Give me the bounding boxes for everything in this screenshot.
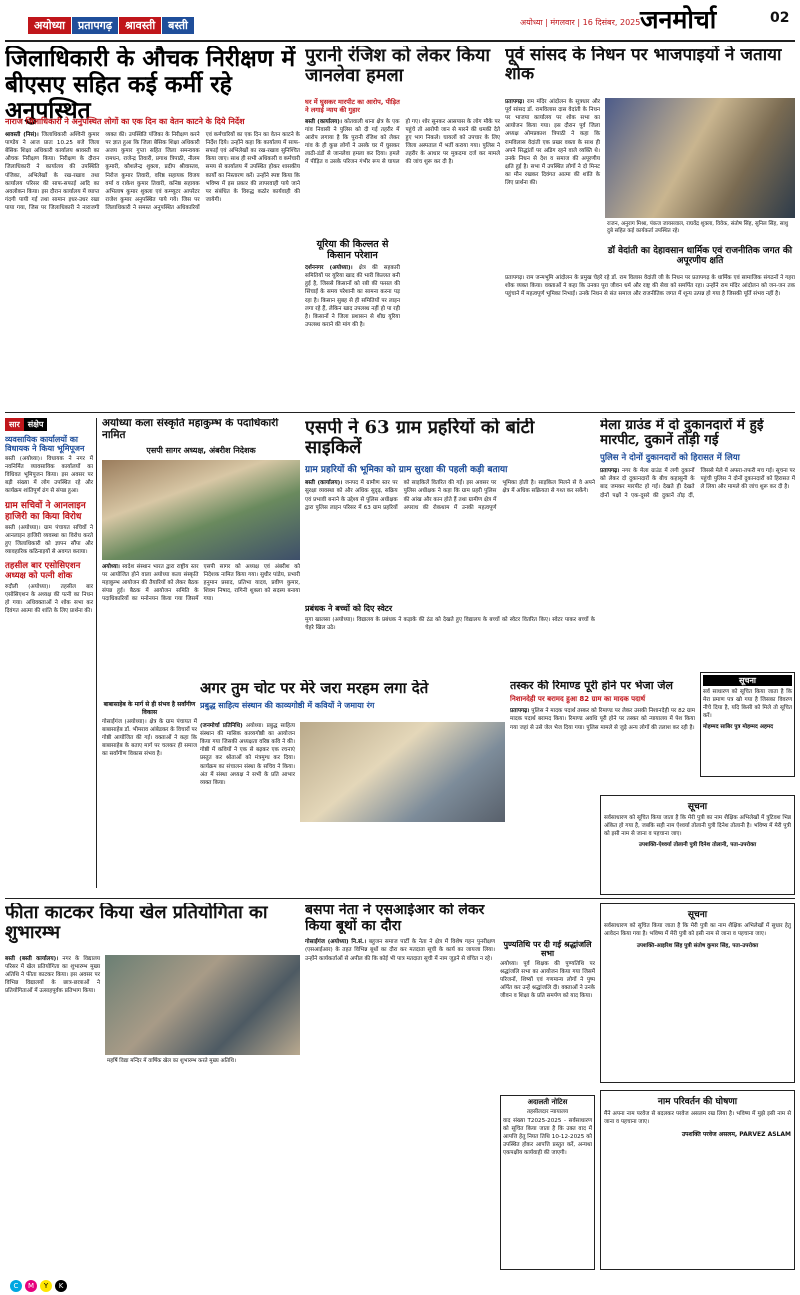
notice-3-signature: उपशक्ति-आइरिश सिंह पुत्री संतोष कुमार सिंह, पता-उपरोक्त bbox=[636, 943, 759, 950]
court-notice-body: वाद संख्या T2025-2025 - सर्वसाधारण को सूचित किया जाता है कि उक्त वाद में आपत्ति हेतु नियत तिथि 10-12-2025 को उपस्थित होकर आपत्ति प्रस्तुत करें, अन्यथा एकपक्षीय कार्यवाही की जाएगी। bbox=[503, 1118, 592, 1157]
story-kumbh-dateline: अयोध्या। bbox=[102, 563, 120, 570]
story-sp-cycles bbox=[305, 418, 595, 678]
story-bsp-headline: बसपा नेता ने एसआईआर को लेकर किया बूथों का दौरा bbox=[305, 903, 485, 934]
story-bsp bbox=[305, 903, 495, 1273]
story-sp-subhead: ग्राम प्रहरियों की भूमिका को ग्राम सुरक्षा की पहली कड़ी बताया bbox=[305, 465, 508, 476]
edition-tag-pratapgarh[interactable]: प्रतापगढ़ bbox=[72, 17, 118, 34]
story-kavigoshthi bbox=[200, 680, 505, 890]
notice-suchna-1 bbox=[700, 672, 795, 777]
edition-tags bbox=[28, 14, 195, 34]
story-jail bbox=[510, 680, 695, 790]
story-ranjish-headline: पुरानी रंजिश को लेकर किया जानलेवा हमला bbox=[305, 46, 491, 87]
sidebar-tab-saar: सार bbox=[5, 418, 24, 431]
story-sweater-body: मुगा खालसा (अयोध्या)। विद्यालय के प्रबंधक ने कड़ाके की ठंड को देखते हुए विद्यालय के बच्चों को स्वेटर वितरित किए। स्वेटर पाकर बच्चों के चेहरे खिल उठे। bbox=[305, 617, 595, 632]
story-dm-subhead: नाराज जिलाधिकारी ने अनुपस्थित लोगों का एक दिन का वेतन काटने के दिये निर्देश bbox=[5, 117, 245, 126]
story-shraddhanjali-body: अयोध्या। पूर्व शिक्षक की पुण्यतिथि पर श्रद्धांजलि सभा का आयोजन किया गया जिसमें परिजनों, शिष्यों एवं गणमान्य लोगों ने पुष्प अर्पित कर उन्हें श्रद्धांजलि दी। वक्ताओं ने उनके जीवन व शिक्षा के प्रति समर्पण को याद किया। bbox=[500, 960, 595, 1000]
sidebar-item bbox=[5, 435, 93, 495]
story-ranjish bbox=[305, 46, 500, 408]
story-jail-body bbox=[510, 707, 695, 731]
story-mela bbox=[600, 418, 795, 668]
story-ranjish-text: कोतवाली थाना क्षेत्र के एक गांव निवासी ने पुलिस को दी गई तहरीर में आरोप लगाया है कि पुरानी रंजिश को लेकर गांव के ही कुछ लोगों ने उसके घर में घुसकर लाठी-डंडों से जानलेवा हमला कर दिया। हमले में पीड़ित व उसके परिजन गंभीर रूप से घायल हो गए। शोर सुनकर आसपास के लोग मौके पर पहुंचे तो आरोपी जान से मारने की धमकी देते हुए भाग निकले। घायलों को उपचार के लिए जिला अस्पताल में भर्ती कराया गया। पुलिस ने तहरीर के आधार पर मुकदमा दर्ज कर मामले की जांच शुरू कर दी है। bbox=[305, 118, 500, 166]
story-dm-text: जिलाधिकारी अश्विनी कुमार पाण्डेय ने आज प्रातः 10.25 बजे जिला बेसिक शिक्षा अधिकारी कार्यालय श्रावस्ती का औचक निरीक्षण किया। निरीक्षण के दौरान जिलाधिकारी ने कार्यालय की उपस्थिति पंजिका, अभिलेखों के रख-रखाव तथा कार्यालय परिसर की साफ-सफाई आदि का अवलोकन किया। इस दौरान कार्यालय में व्याप्त गंदगी पायी गई तथा सामान इधर-उधर रखा पाया गया, जिस पर जिलाधिकारी ने नाराजगी व्यक्त की। उपस्थिति पंजिका के निरीक्षण करने पर ज्ञात हुआ कि जिला बेसिक शिक्षा अधिकारी अजय कुमार गुप्ता सहित जिला समन्वयक रामधन, राजेन्द्र तिवारी, प्रगाथ त्रिपाठी, नीलम कुमारी, कौशलेन्द्र शुक्ला, प्रदीप श्रीवास्तव, निरोज कुमार तिवारी, वरिष्ठ सहायक विजय वर्मा व राकेश कुमार तिवारी, कनिष्ठ सहायक अभिलाष कुमार शुक्ला एवं कम्प्यूटर आपरेटर राजेश कुमार अनुपस्थित पाये गये। जिस पर जिलाधिकारी ने समस्त अनुपस्थित अधिकारियों एवं कर्मचारियों का एक दिन का वेतन काटने के निर्देश दिये। उन्होंने कहा कि कार्यालय में साफ-सफाई एवं अभिलेखों का रख-रखाव सुनिश्चित किया जाए। साथ ही सभी अधिकारी व कर्मचारी समय से कार्यालय में उपस्थित होकर शासकीय कार्यों का निस्तारण करें। उन्होंने स्पष्ट किया कि भविष्य में इस प्रकार की लापरवाही पाये जाने पर संबंधित के विरुद्ध कठोर कार्यवाही की जायेगी। bbox=[5, 132, 300, 211]
story-sports-body bbox=[5, 955, 100, 1265]
story-sports-headline: फीता काटकर किया खेल प्रतियोगिता का शुभारम्भ bbox=[5, 903, 268, 944]
story-mp-photo bbox=[605, 98, 795, 218]
sidebar-tabs bbox=[5, 418, 93, 431]
edition-tag-basti[interactable]: बस्ती bbox=[162, 17, 194, 34]
dateline: अयोध्या | मंगलवार | 16 दिसंबर, 2025 bbox=[520, 18, 641, 27]
story-sports bbox=[5, 903, 300, 1273]
story-urea-headline: यूरिया की किल्लत से किसान परेशान bbox=[316, 238, 389, 261]
story-kavi-subhead: प्रबुद्ध साहित्य संस्थान की काव्यगोष्ठी में कवियों ने जमाया रंग bbox=[200, 700, 375, 710]
story-jail-text: पुलिस ने मादक पदार्थ तस्कर को रिमाण्ड पर लेकर उसकी निशानदेही पर 82 ग्राम मादक पदार्थ बरामद किया। रिमाण्ड अवधि पूरी होने पर तस्कर को न्यायालय में पेश किया गया जहां से उसे जेल भेज दिया गया। पुलिस मामले से जुड़े अन्य लोगों की तलाश कर रही है। bbox=[510, 708, 695, 731]
story-mp-body bbox=[505, 98, 600, 248]
notice-name-change bbox=[600, 1090, 795, 1270]
story-kumbh-headline: अयोध्या कला संस्कृति महाकुम्भ के पदाधिकारी नामित bbox=[102, 418, 279, 441]
sidebar-item-headline: तहसील बार एसोसिएशन अध्यक्ष को पत्नी शोक bbox=[5, 561, 81, 581]
story-urea-dateline: दर्शननगर (अयोध्या)। bbox=[305, 265, 353, 272]
sidebar-item-headline: ग्राम सचिवों ने आनलाइन हाजिरी का किया विरोध bbox=[5, 501, 86, 522]
notice-4-head: नाम परिवर्तन की घोषणा bbox=[657, 1097, 738, 1107]
edition-tag-shravasti[interactable]: श्रावस्ती bbox=[119, 17, 161, 34]
notice-suchna-2 bbox=[600, 795, 795, 895]
notice-2-head: सूचना bbox=[687, 802, 708, 812]
story-mp-dateline: प्रतापगढ़। bbox=[505, 99, 525, 105]
notice-3-body: सर्वसाधारण को सूचित किया जाता है कि मेरी पुत्री का नाम शैक्षिक अभिलेखों में सुधार हेतु आवेदन किया गया है। भविष्य में मेरी पुत्री को इसी नाम से जाना व पहचाना जाए। bbox=[604, 923, 791, 938]
story-ranjish-kicker: घर में घुसकर मारपीट का आरोप, पीड़ित ने लगाई न्याय की गुहार bbox=[305, 98, 400, 115]
sidebar-item bbox=[5, 501, 93, 556]
court-notice-sub: तहसीलदार न्यायालय bbox=[526, 1109, 569, 1115]
story-jail-headline: तस्कर की रिमाण्ड पूरी होने पर भेजा जेल bbox=[510, 680, 673, 692]
story-mela-dateline: प्रतापगढ़। bbox=[600, 468, 620, 475]
story-mela-text: नगर के मेला ग्राउंड में लगी दुकानों को लेकर दो दुकानदारों के बीच कहासुनी के बाद जमकर मारपीट हो गई। देखते ही देखते दोनों पक्षों ने एक-दूसरे की दुकानें तोड़ दीं, जिससे मेले में अफरा-तफरी मच गई। सूचना पर पहुंची पुलिस ने दोनों दुकानदारों को हिरासत में ले लिया और मामले की जांच शुरू कर दी है। bbox=[600, 468, 795, 499]
story-sports-photo bbox=[105, 955, 300, 1055]
story-babasaheb-body: गोसाईंगंज (अयोध्या)। क्षेत्र के ग्राम पंचायत में बाबासाहेब डॉ. भीमराव आंबेडकर के विचारों पर गोष्ठी आयोजित की गई। वक्ताओं ने कहा कि बाबासाहेब के बताए मार्ग पर चलकर ही समाज का सर्वांगीण विकास संभव है। bbox=[102, 719, 197, 758]
masthead-rule bbox=[5, 40, 795, 42]
story-mp-subbody: प्रतापगढ़। राम जन्मभूमि आंदोलन के प्रमुख चेहरे रहे डॉ. राम विलास वेदांती जी के निधन पर प्रतापगढ़ के धार्मिक एवं सामाजिक संगठनों ने गहरा शोक व्यक्त किया। वक्ताओं ने कहा कि उनका पूरा जीवन धर्म और राष्ट्र की सेवा को समर्पित रहा। उन्होंने राम मंदिर आंदोलन को जन-जन तक पहुंचाने में महत्वपूर्ण भूमिका निभाई। उनके निधन से संत समाज और राजनीतिक जगत में शून्य उत्पन्न हो गया है जिसकी पूर्ति संभव नहीं है। bbox=[505, 275, 795, 298]
story-dm-inspection bbox=[5, 46, 300, 408]
sidebar-item bbox=[5, 562, 93, 615]
story-mp-photo-caption: राजन, अनुराग मिश्रा, पंकज जायसवाल, राघवेंद्र शुक्ला, विवेक, संतोष सिंह, सुनिल सिंह, साधु दुबे सहित कई कार्यकर्ता उपस्थित रहे। bbox=[607, 221, 789, 235]
story-jail-dateline: प्रतापगढ़। bbox=[510, 708, 530, 715]
story-former-mp bbox=[505, 46, 795, 408]
story-urea-text: क्षेत्र की सहकारी समितियों पर यूरिया खाद की भारी किल्लत बनी हुई है, जिससे किसानों को रबी की फसल की सिंचाई के समय परेशानी का सामना करना पड़ रहा है। किसान सुबह से ही समितियों पर लाइन लगा रहे हैं, लेकिन खाद उपलब्ध नहीं हो पा रही है। किसानों ने जिला प्रशासन से शीघ्र यूरिया उपलब्ध कराने की मांग की है। bbox=[305, 265, 400, 328]
color-swatch-m: M bbox=[25, 1280, 37, 1292]
story-sp-dateline: बस्ती (कार्यालय)। bbox=[305, 480, 343, 487]
story-mp-text: राम मंदिर आंदोलन के सूत्रधार और पूर्व सांसद डॉ. रामविलास दास वेदांती के निधन पर भाजपा कार्यालय पर शोक सभा का आयोजन किया गया। इस दौरान पूर्व जिला अध्यक्ष ओमप्रकाश त्रिपाठी ने कहा कि रामविलास वेदांती एक प्रखर वक्ता के साथ ही अपने सिद्धांतों पर अडिग रहने वाले व्यक्ति थे। उनके निधन से देश व समाज की अपूरणीय क्षति हुई है। सभा में उपस्थित लोगों ने दो मिनट का मौन रखकर दिवंगत आत्मा की शांति के लिए प्रार्थना की। bbox=[505, 99, 600, 187]
color-swatch-y: Y bbox=[40, 1280, 52, 1292]
story-bsp-text: बहुजन समाज पार्टी के नेता ने क्षेत्र में विशेष गहन पुनरीक्षण (एसआईआर) के तहत विभिन्न बूथों का दौरा कर मतदाता सूची के कार्य का जायजा लिया। उन्होंने कार्यकर्ताओं से अपील की कि कोई भी पात्र मतदाता सूची में नाम जुड़ने से वंचित न रहे। bbox=[305, 939, 495, 962]
story-mela-subhead: पुलिस ने दोनों दुकानदारों को हिरासत में लिया bbox=[600, 453, 740, 464]
sidebar-item-body: रुदौली (अयोध्या)। तहसील बार एसोसिएशन के अध्यक्ष की पत्नी का निधन हो गया। अधिवक्ताओं ने शोक सभा कर दिवंगत आत्मा की शांति के लिए प्रार्थना की। bbox=[5, 584, 93, 615]
notice-2-body: सर्वसाधारण को सूचित किया जाता है कि मेरी पुत्री का नाम शैक्षिक अभिलेखों में त्रुटिवश भिन्न अंकित हो गया है, जबकि सही नाम ऐश्वर्या तोलानी पुत्री दिनेश तोलानी है। भविष्य में मेरी पुत्री को इसी नाम से जाना व पहचाना जाए। bbox=[604, 815, 791, 838]
story-kavi-body bbox=[200, 722, 295, 887]
divider-top bbox=[5, 412, 795, 413]
divider-bottom bbox=[5, 898, 795, 899]
notice-4-signature: उपशक्ति परवेज असलम, PARVEZ ASLAM bbox=[681, 1131, 791, 1139]
story-kumbh bbox=[102, 418, 300, 698]
story-urea-body bbox=[305, 264, 400, 404]
notice-2-signature: उपशक्ति-ऐश्वर्या तोलानी पुत्री दिनेश तोलानी, पता-उपरोक्त bbox=[638, 842, 757, 849]
story-kumbh-photo bbox=[102, 460, 300, 560]
story-dm-body bbox=[5, 131, 300, 401]
story-bsp-dateline: गोसाईंगंज (अयोध्या) नि.सं.। bbox=[305, 939, 367, 946]
notice-4-body: मैंने अपना नाम परवेज से बदलकर परवेज असलम रख लिया है। भविष्य में मुझे इसी नाम से जाना व पहचाना जाए। bbox=[604, 1111, 791, 1126]
story-sp-body bbox=[305, 479, 595, 599]
court-notice-head: अदालती नोटिस bbox=[527, 1098, 568, 1106]
masthead-logo: जनमोर्चा bbox=[640, 5, 717, 34]
story-shraddhanjali-headline: पुण्यतिथि पर दी गई श्रद्धांजलि सभा bbox=[503, 940, 592, 958]
notice-3-head: सूचना bbox=[687, 910, 708, 920]
notice-1-head: सूचना bbox=[703, 675, 792, 686]
story-ranjish-dateline: बस्ती (कार्यालय)। bbox=[305, 118, 342, 125]
story-sp-text: जनपद में ग्रामीण स्तर पर सुरक्षा व्यवस्था को और अधिक सुदृढ़, सक्रिय एवं प्रभावी बनाने के उद्देश्य से पुलिस अधीक्षक द्वारा पुलिस लाइन परिसर में 63 ग्राम प्रहरियों को साइकिलें वितरित की गईं। इस अवसर पर पुलिस अधीक्षक ने कहा कि ग्राम प्रहरी पुलिस की आंख और कान होते हैं तथा ग्रामीण क्षेत्र में अपराध की रोकथाम में उनकी महत्वपूर्ण भूमिका होती है। साइकिल मिलने से वे अपने क्षेत्र में अधिक सक्रियता से गश्त कर सकेंगे। bbox=[305, 480, 595, 511]
story-kumbh-body bbox=[102, 563, 300, 681]
court-notice bbox=[500, 1095, 595, 1270]
story-kumbh-text: स्वदेश संस्थान भारत द्वारा राष्ट्रीय स्तर पर आयोजित होने वाला अयोध्या कला संस्कृति महाकुम्भ आयोजन की तैयारियों को लेकर बैठक संपन्न हुई। बैठक में आयोजन समिति के पदाधिकारियों का मनोनयन किया गया जिसमें एसपी सागर को अध्यक्ष एवं अंबरीश को निदेशक नामित किया गया। सुधीर पांडेय, प्रभारी हनुमान प्रसाद, प्रतिभा यादव, प्रवीण कुमार, शिवम निषाद, रागिनी शुक्ला को सदस्य बनाया गया। bbox=[102, 563, 300, 602]
story-kavi-dateline: (जनमोर्चा प्रतिनिधि) bbox=[200, 723, 243, 729]
sidebar-briefs bbox=[5, 418, 97, 888]
story-sports-dateline: बस्ती (बस्ती कार्यालय)। bbox=[5, 956, 59, 962]
print-color-bar bbox=[0, 1277, 800, 1295]
story-sports-photo-caption: महर्षि विद्या मन्दिर में वार्षिक खेल का शुभारम्भ करते मुख्य अतिथि। bbox=[107, 1058, 236, 1064]
story-sports-text: नगर के विद्यालय परिसर में खेल प्रतियोगिता का शुभारम्भ मुख्य अतिथि ने फीता काटकर किया। इस अवसर पर विभिन्न विद्यालयों के छात्र-छात्राओं ने प्रतियोगिताओं में उत्साहपूर्वक प्रतिभाग किया। bbox=[5, 956, 101, 995]
masthead bbox=[0, 0, 800, 40]
story-kumbh-subhead: एसपी सागर अध्यक्ष, अंबरीश निदेशक bbox=[146, 445, 256, 455]
story-mp-subhead: डॉ वेदांती का देहावसान धार्मिक एवं राजनीतिक जगत की अपूरणीय क्षति bbox=[607, 246, 793, 267]
color-swatch-c: C bbox=[10, 1280, 22, 1292]
page-number: 02 bbox=[770, 10, 790, 26]
story-babasaheb-headline: बाबासाहेब के मार्ग से ही संभव है सर्वांगीण विकास bbox=[103, 701, 196, 716]
sidebar-tab-sankshep: संक्षेप bbox=[24, 418, 48, 431]
notice-suchna-3 bbox=[600, 903, 795, 1083]
notice-1-signature: मोहम्मद साबिर पुत्र मोहम्मद अहमद bbox=[703, 724, 774, 731]
story-babasaheb bbox=[102, 700, 197, 890]
story-sweater-headline: प्रबंधक ने बच्चों को दिए स्वेटर bbox=[305, 604, 393, 614]
color-swatch-k: K bbox=[55, 1280, 67, 1292]
story-mela-body bbox=[600, 467, 795, 617]
story-shraddhanjali bbox=[500, 940, 595, 1090]
story-ranjish-body bbox=[305, 118, 500, 236]
story-bsp-body bbox=[305, 938, 495, 962]
sidebar-item-body: बस्ती (अयोध्या)। विधायक ने नगर में नवनिर्मित व्यावसायिक कार्यालयों का विधिवत भूमिपूजन किया। इस अवसर पर बड़ी संख्या में लोग उपस्थित रहे और कार्यक्रम शांतिपूर्ण ढंग से संपन्न हुआ। bbox=[5, 455, 93, 495]
story-kavi-text: अयोध्या। प्रबुद्ध साहित्य संस्थान की मासिक काव्यगोष्ठी का आयोजन किया गया जिसकी अध्यक्षता वरिष्ठ कवि ने की। गोष्ठी में कवियों ने एक से बढ़कर एक रचनाएं प्रस्तुत कर श्रोताओं को मंत्रमुग्ध कर दिया। कार्यक्रम का संचालन संस्था के सचिव ने किया। अंत में संस्था अध्यक्ष ने सभी के प्रति आभार व्यक्त किया। bbox=[200, 723, 296, 786]
story-mp-headline: पूर्व सांसद के निधन पर भाजपाइयों ने जताया शोक bbox=[505, 46, 782, 85]
sidebar-item-body: बस्ती (अयोध्या)। ग्राम पंचायत सचिवों ने आनलाइन हाजिरी व्यवस्था का विरोध करते हुए जिलाधिकारी को ज्ञापन सौंपा और व्यावहारिक कठिनाइयों से अवगत कराया। bbox=[5, 524, 93, 555]
sidebar-item-headline: व्यवसायिक कार्यालयों का विधायक ने किया भूमिपूजन bbox=[5, 434, 85, 453]
edition-tag-ayodhya[interactable]: अयोध्या bbox=[28, 17, 71, 34]
story-dm-dateline: श्रावस्ती (निसं)। bbox=[5, 132, 39, 138]
story-kavi-photo bbox=[300, 722, 505, 822]
story-jail-subhead: निशानदेही पर बरामद हुआ 82 ग्राम का मादक पदार्थ bbox=[510, 695, 646, 704]
story-dm-headline: जिलाधिकारी के औचक निरीक्षण में बीएसए सहित कई कर्मी रहे अनुपस्थित bbox=[5, 46, 296, 124]
story-mela-headline: मेला ग्राउंड में दो दुकानदारों में हुई मारपीट, दुकानें तोड़ी गई bbox=[600, 418, 764, 449]
story-kavi-headline: अगर तुम चोट पर मेरे जरा मरहम लगा देते bbox=[200, 680, 429, 697]
story-sp-headline: एसपी ने 63 ग्राम प्रहरियों को बांटी साइकिलें bbox=[305, 418, 535, 459]
notice-1-body: सर्व साधारण को सूचित किया जाता है कि मेरा प्रमाण पत्र खो गया है जिसका विवरण नीचे दिया है, यदि किसी को मिले तो सूचित करें। bbox=[703, 689, 792, 720]
